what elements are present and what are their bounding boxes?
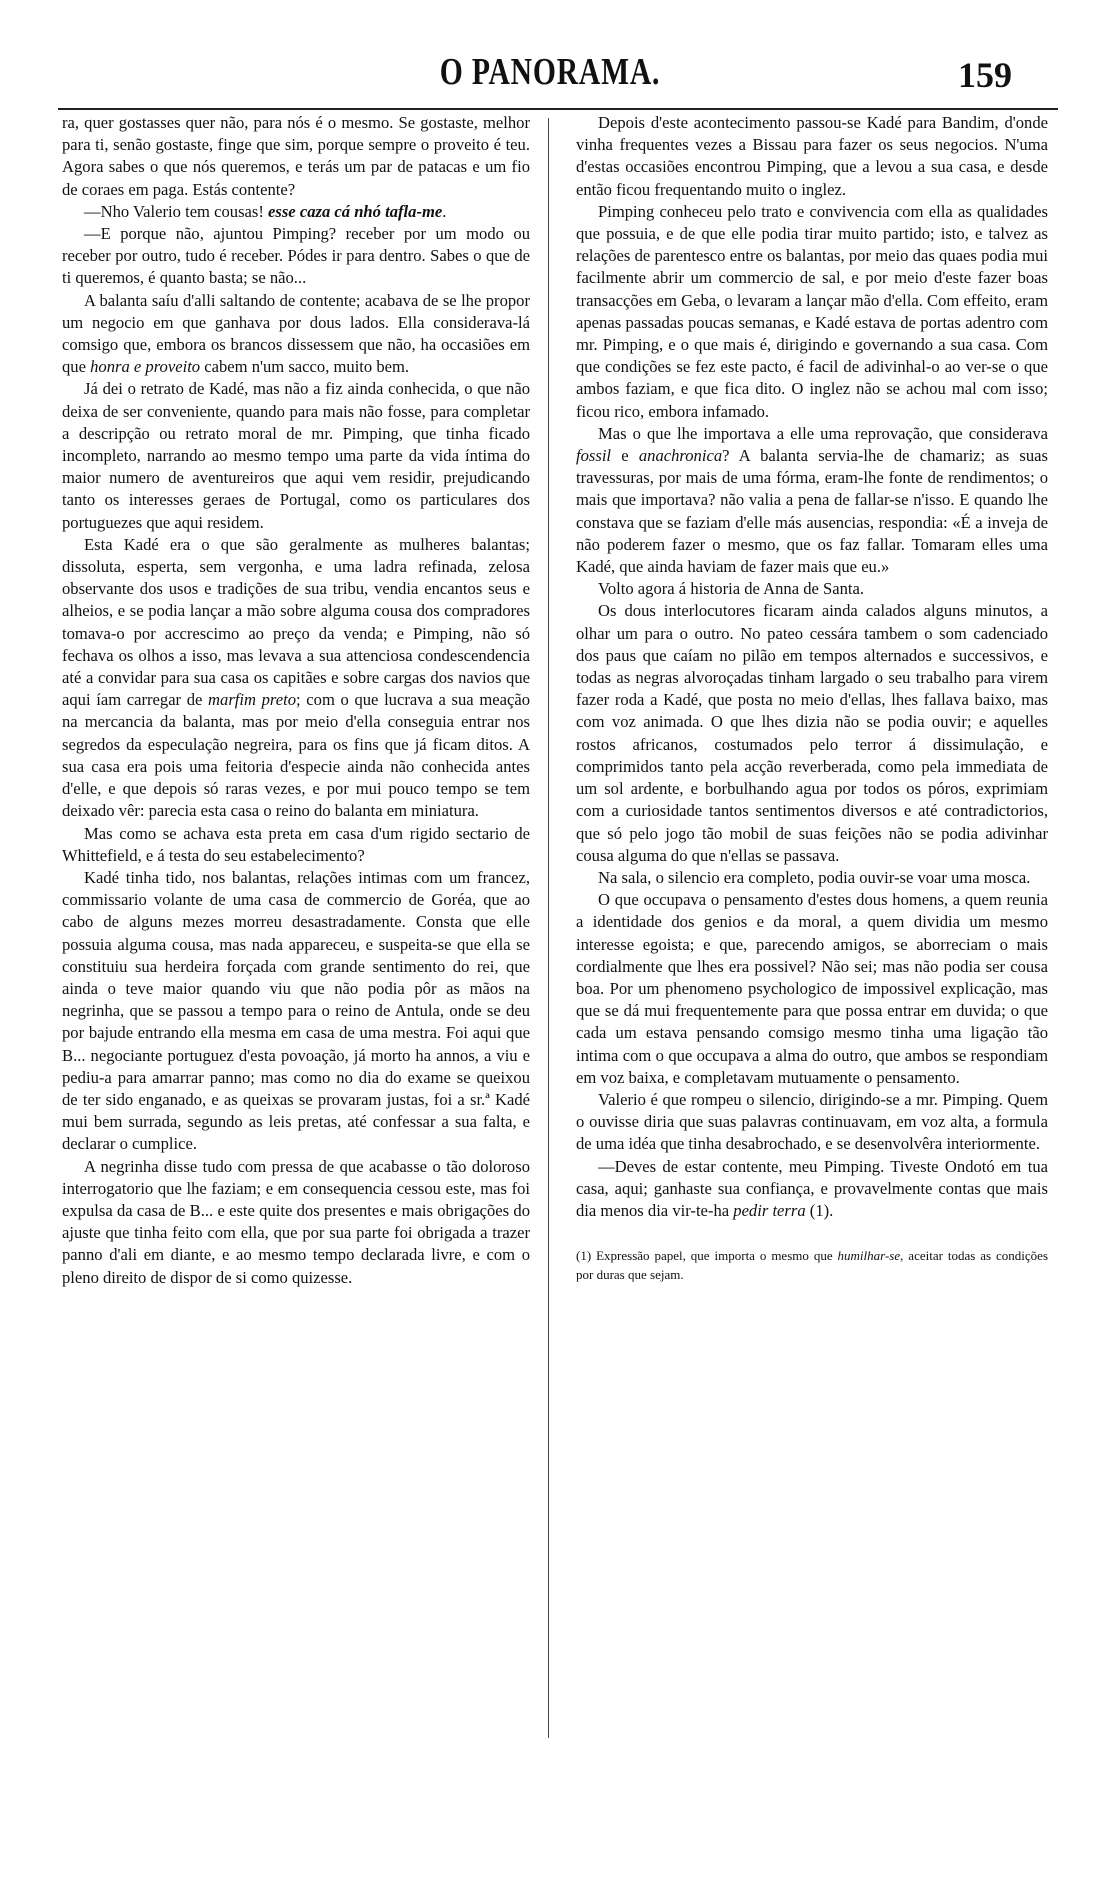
paragraph: [576, 578, 1048, 600]
column-divider: [548, 118, 549, 1738]
italic-phrase: anachronica: [638, 446, 723, 466]
paragraph-text: —E porque não, ajuntou Pimping? receber por um modo ou receber por outro, tudo é receber. Pódes ir para dentro. Sabes o que de ti queremos, é quanto basta; se não...: [62, 224, 530, 288]
paragraph-text: —Nho Valerio tem cousas!: [84, 201, 269, 221]
paragraph: [62, 534, 530, 823]
header-rule: [58, 108, 1058, 110]
italic-phrase: esse caza cá nhó tafla-me: [268, 201, 443, 221]
page-header: [0, 50, 1100, 110]
italic-phrase: marfim preto: [208, 690, 297, 710]
italic-phrase: fossil: [576, 446, 612, 466]
paragraph: [62, 1156, 530, 1289]
paragraph-text: Mas o que lhe importava a elle uma reprovação, que considerava: [598, 423, 1048, 443]
footnote-text: (1) Expressão papel, que importa o mesmo que: [576, 1248, 838, 1264]
paragraph-text: Pimping conheceu pelo trato e convivencia com ella as qualidades que possuia, e de que elle podia tirar muito partido; isto, e talvez as relações de parentesco entre os balantas, por meio das quaes podia mui facilmente abrir um commercio de sal, e por meio d'este fazer boas transacções em Geba, o levaram a lançar mão d'ella. Com effeito, eram apenas passadas poucas semanas, e Kadé estava de portas adentro com mr. Pimping, e o que mais é, dirigindo e governando a sua casa. Com que condições se fez este pacto, é facil de adivinhal-o ao ver-se o que ambos faziam, e que fica dito. O inglez não se achou mal com isso; ficou rico, embora infamado.: [576, 201, 1048, 421]
paragraph-text: O que occupava o pensamento d'estes dous homens, a quem reunia a identidade dos genios e da moral, a quem dividia um mesmo interesse egoista; e que, parecendo amigos, se aborreciam o mais cordialmente que lhes era possivel? Não sei; mas não podia ser cousa boa. Por um phenomeno psychologico de impossivel explicação, mas que se dá mui frequentemente para que possa entrar em duvida; o que cada um estava pensando comsigo mesmo tinha uma ligação tão intima com o que occupava a alma do outro, que ambos se respondiam em voz baixa, e completavam mutuamente o pensamento.: [576, 890, 1048, 1087]
italic-phrase: honra e proveito: [90, 357, 201, 377]
paragraph-text: (1).: [805, 1200, 834, 1220]
paragraph-text: —Deves de estar contente, meu Pimping. Tiveste Ondotó em tua casa, aqui; ganhaste sua confiança, e provavelmente contas que mais dia menos dia vir-te-ha: [576, 1156, 1048, 1220]
paragraph: [62, 201, 530, 223]
paragraph-text: Kadé tinha tido, nos balantas, relações intimas com um francez, commissario volante de uma casa de commercio de Goréa, que ao cabo de alguns mezes morreu desastradamente. Consta que elle possuia alguma cousa, mas nada appareceu, e suspeita-se que ella se constituiu sua herdeira forçada com grande sentimento do rei, que ainda o teve maior quando viu que não podia pôr as mãos na negrinha, que se passou a tempo para o reino de Antula, onde se deu por bajude entrando ella mesma em casa de uma mestra. Foi aqui que B... negociante portuguez d'esta povoação, já morto ha annos, a viu e pediu-a para amarrar panno; mas como no dia do exame se queixou de ter sido enganado, e as queixas se provaram justas, foi a sr.ª Kadé mui bem surrada, segundo as leis pretas, até confessar a sua falta, e declarar o cumplice.: [62, 867, 530, 1154]
paragraph: [576, 867, 1048, 889]
right-column: [576, 112, 1048, 1284]
paragraph-text: Volto agora á historia de Anna de Santa.: [598, 579, 865, 599]
paragraph: [62, 867, 530, 1156]
paragraph-text: A balanta saíu d'alli saltando de contente; acabava de se lhe propor um negocio em que ganhava por dous lados. Ella considerava-lá comsigo que, embora os brancos dissessem que não, ha occasiões em que: [62, 290, 530, 377]
paragraph-text: Esta Kadé era o que são geralmente as mulheres balantas; dissoluta, esperta, sem vergonha, e uma ladra refinada, zelosa observante dos usos e tradições de sua tribu, vendia encantos seus e alheios, e se podia lançar a mão sobre alguma cousa dos compradores tomava-o por accrescimo ao preço da venda; e Pimping, não só fechava os olhos a isso, mas levava a sua attenciosa condescendencia até a convidar para sua casa os capitães e sobre cargas dos navios que aqui íam carregar de: [62, 534, 530, 710]
paragraph-text: Depois d'este acontecimento passou-se Kadé para Bandim, d'onde vinha frequentes vezes a Bissau para fazer os seus negocios. N'uma d'estas occasiões encontrou Pimping, que a levou a sua casa, e desde então ficou frequentando muito o inglez.: [576, 113, 1048, 199]
paragraph-text: Na sala, o silencio era completo, podia ouvir-se voar uma mosca.: [598, 867, 1031, 887]
paragraph: [62, 378, 530, 533]
paragraph-text: A negrinha disse tudo com pressa de que acabasse o tão doloroso interrogatorio que lhe faziam; e em consequencia cessou este, mas foi expulsa da casa de B... e este quite dos presentes e mais obrigações do ajuste que tinha feito com ella, que por sua parte foi obrigada a trazer panno d'ali em diante, e ao mesmo tempo declarada livre, e com o pleno direito de dispor de si como quizesse.: [62, 1156, 530, 1287]
paragraph-text: Já dei o retrato de Kadé, mas não a fiz ainda conhecida, o que não deixa de ser conveniente, quando para mais não fosse, para completar a descripção ou retrato moral de mr. Pimping, que tinha ficado incompleto, narrando ao mesmo tempo uma parte da vida íntima do maior numero de aventureiros que aqui vem residir, prejudicando tanto os interesses geraes de Portugal, como os particulares dos portuguezes que aqui residem.: [62, 379, 530, 532]
paragraph: [576, 1156, 1048, 1223]
paragraph: [576, 423, 1048, 578]
paragraph-text: ra, quer gostasses quer não, para nós é o mesmo. Se gostaste, melhor para ti, senão gostaste, finge que sim, porque sempre o proveito é teu. Agora sabes o que nós queremos, e terás um par de patacas e um fio de coraes em paga. Estás contente?: [62, 113, 530, 199]
paragraph: [576, 600, 1048, 866]
paragraph-text: e: [611, 446, 639, 466]
paragraph-text: cabem n'um sacco, muito bem.: [200, 357, 410, 377]
paragraph-text: Os dous interlocutores ficaram ainda calados alguns minutos, a olhar um para o outro. No pateo cessára tambem o som cadenciado dos paus que caíam no pilão em tempos alternados e successivos, e todas as negras alvoroçadas tinham largado o seu trabalho para virem fazer roda a Kadé, que posta no meio d'ellas, lhes fallava baixo, mas com voz animada. O que lhes dizia não se podia ouvir; e aquelles rostos africanos, costumados pelo terror á dissimulação, e comprimidos tanto pela acção reverberada, como pela immediata de um sol ardente, e borbulhando agua por todos os póros, exprimiam com a curiosidade tantos sentimentos diversos e até contradictorios, que só pelo jogo tão mobil de suas feições não se podia adivinhar cousa alguma do que n'ellas se passava.: [576, 601, 1048, 865]
left-column: [62, 112, 530, 1289]
paragraph-text: Mas como se achava esta preta em casa d'um rigido sectario de Whittefield, e á testa do seu estabelecimento?: [62, 823, 530, 865]
paragraph: [62, 112, 530, 201]
italic-phrase: pedir terra: [733, 1200, 806, 1220]
paragraph-text: Valerio é que rompeu o silencio, dirigindo-se a mr. Pimping. Quem o ouvisse diria que suas palavras continuavam, em voz alta, a formula de uma idéa que tinha desabrochado, e se desenvolvêra interiormente.: [576, 1089, 1048, 1154]
footnote-text: , aceitar todas as condições por duras que sejam.: [576, 1248, 1048, 1283]
paragraph: [576, 201, 1048, 423]
page-number: 159: [958, 55, 1012, 95]
paragraph: [62, 223, 530, 290]
paragraph: [576, 889, 1048, 1089]
masthead-title: O PANORAMA.: [439, 51, 661, 93]
paragraph: [576, 1089, 1048, 1156]
paragraph: [62, 823, 530, 867]
paragraph-text: ; com o que lucrava a sua meação na mercancia da balanta, mas por meio d'ella conseguia entrar nos segredos da especulação negreira, para os fins que já ficam ditos. A sua casa era pois uma feitoria d'especie ainda não conhecida antes d'elle, e que depois só raras vezes, e por mui pouco tempo se tem deixado vêr: parecia esta casa o reino do balanta em miniatura.: [62, 690, 530, 821]
paragraph-text: ? A balanta servia-lhe de chamariz; as suas travessuras, por mais de uma fórma, eram-lhe fonte de rendimentos; o mais que importava? não valia a pena de fallar-se n'isso. E quando lhe constava que se faziam d'elle más ausencias, respondia: «É a inveja de não poderem fazer o mesmo, que os faz fallar. Tomaram elles uma Kadé, que ainda haviam de fazer mais que eu.»: [576, 446, 1048, 577]
paragraph-text: .: [442, 201, 447, 221]
italic-phrase: humilhar-se: [837, 1248, 901, 1264]
paragraph: [62, 290, 530, 379]
footnote: [576, 1246, 1048, 1284]
paragraph: [576, 112, 1048, 201]
